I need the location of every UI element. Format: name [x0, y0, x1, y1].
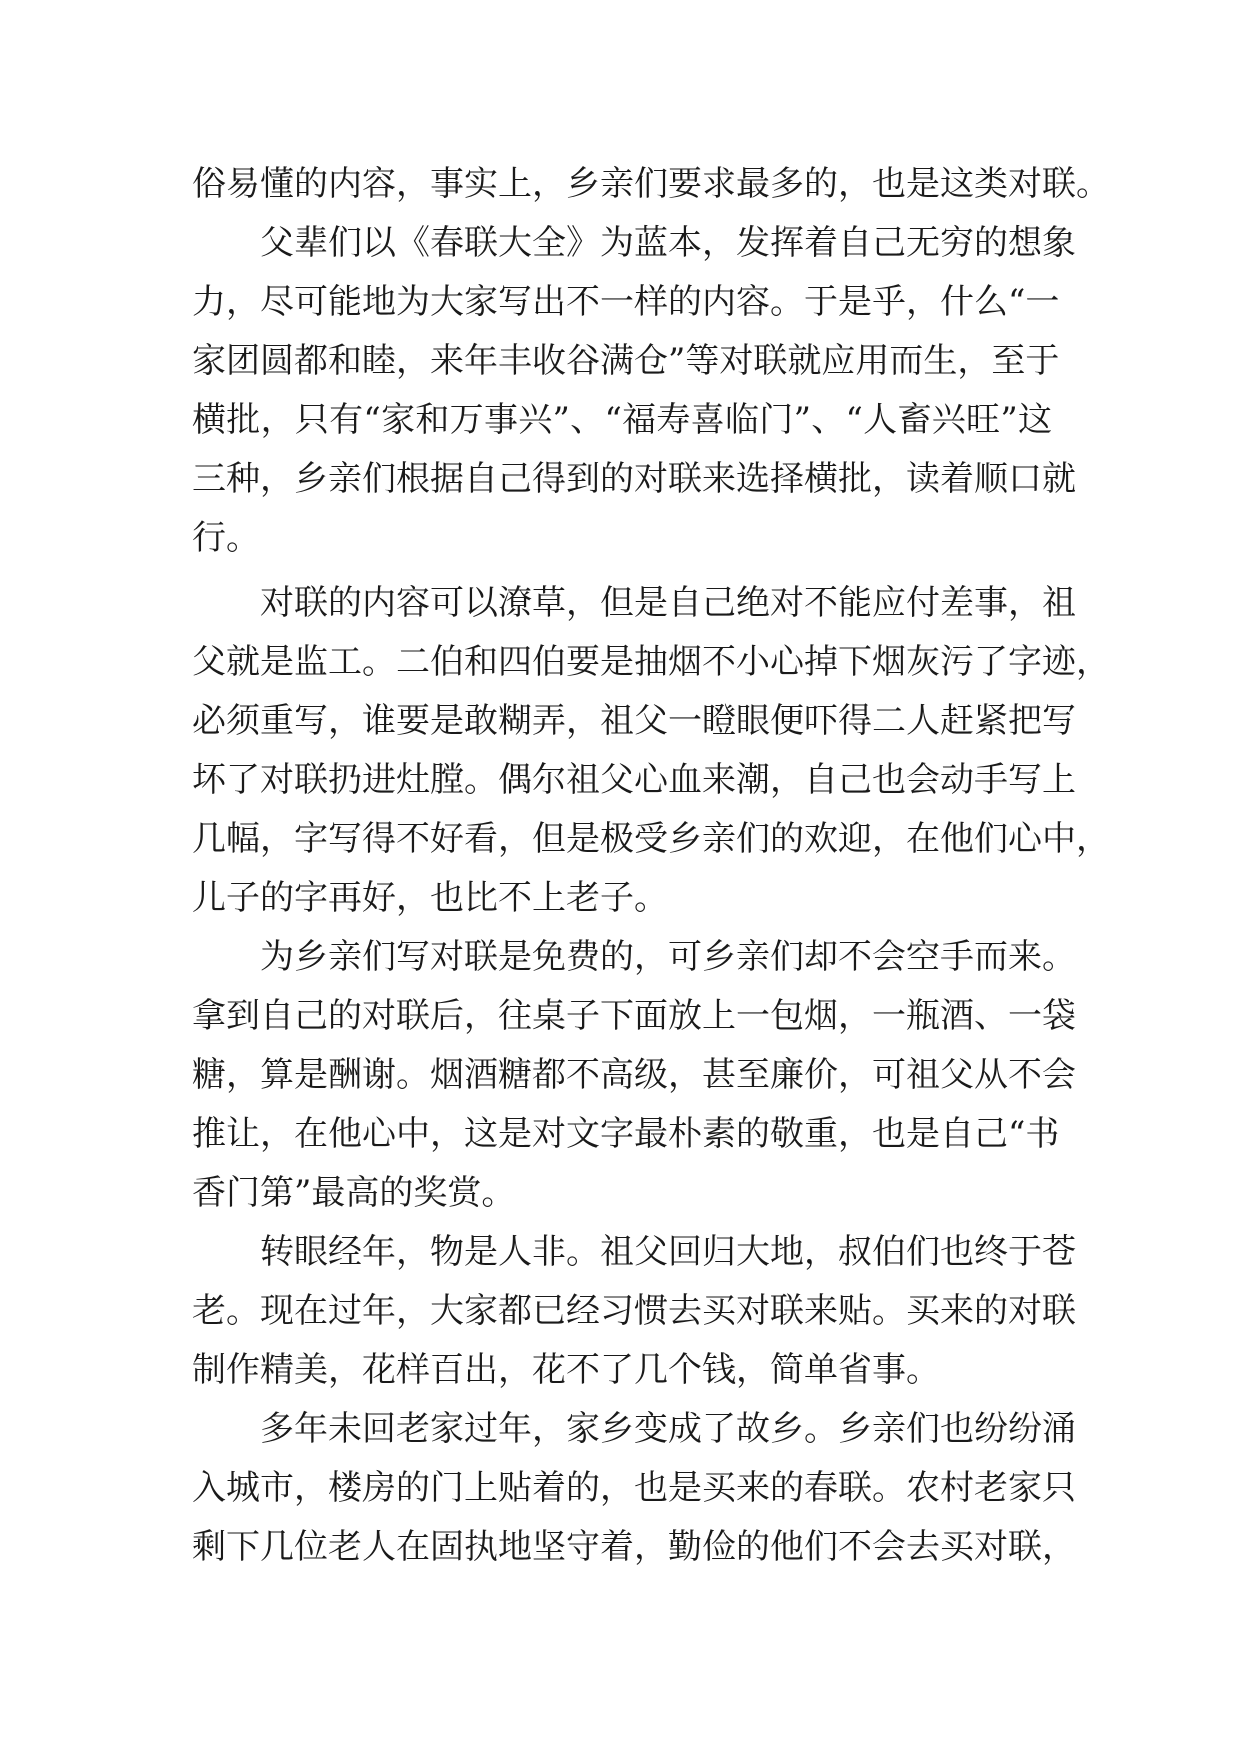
text-line: 剩下几位老人在固执地坚守着，勤俭的他们不会去买对联，: [192, 1527, 1076, 1567]
text-line: 俗易懂的内容，事实上，乡亲们要求最多的，也是这类对联。: [192, 164, 1110, 204]
text-line: 对联的内容可以潦草，但是自己绝对不能应付差事，祖: [260, 583, 1076, 623]
text-line: 拿到自己的对联后，往桌子下面放上一包烟，一瓶酒、一袋: [192, 996, 1076, 1036]
text-line: 坏了对联扔进灶膛。偶尔祖父心血来潮，自己也会动手写上: [192, 760, 1076, 800]
text-line: 推让，在他心中，这是对文字最朴素的敬重，也是自己“书: [192, 1114, 1060, 1154]
text-line: 老。现在过年，大家都已经习惯去买对联来贴。买来的对联: [192, 1291, 1076, 1331]
text-line: 力，尽可能地为大家写出不一样的内容。于是乎，什么“一: [192, 282, 1060, 322]
text-line: 横批，只有“家和万事兴”、“福寿喜临门”、“人畜兴旺”这: [192, 400, 1052, 440]
text-line: 家团圆都和睦，来年丰收谷满仓”等对联就应用而生，至于: [192, 341, 1060, 381]
text-line: 香门第”最高的奖赏。: [192, 1173, 516, 1213]
text-line: 儿子的字再好，也比不上老子。: [192, 878, 668, 918]
text-line: 父辈们以《春联大全》为蓝本，发挥着自己无穷的想象: [260, 223, 1076, 263]
text-line: 转眼经年，物是人非。祖父回归大地，叔伯们也终于苍: [260, 1232, 1076, 1272]
text-line: 入城市，楼房的门上贴着的，也是买来的春联。农村老家只: [192, 1468, 1076, 1508]
text-line: 行。: [192, 518, 260, 558]
text-line: 多年未回老家过年，家乡变成了故乡。乡亲们也纷纷涌: [260, 1409, 1076, 1449]
text-line: 三种，乡亲们根据自己得到的对联来选择横批，读着顺口就: [192, 459, 1076, 499]
text-line: 制作精美，花样百出，花不了几个钱，简单省事。: [192, 1350, 940, 1390]
text-line: 父就是监工。二伯和四伯要是抽烟不小心掉下烟灰污了字迹，: [192, 642, 1110, 682]
text-line: 必须重写，谁要是敢糊弄，祖父一瞪眼便吓得二人赶紧把写: [192, 701, 1076, 741]
text-line: 糖，算是酬谢。烟酒糖都不高级，甚至廉价，可祖父从不会: [192, 1055, 1076, 1095]
document-body: [192, 155, 1110, 1577]
text-line: 几幅，字写得不好看，但是极受乡亲们的欢迎，在他们心中，: [192, 819, 1110, 859]
text-line: 为乡亲们写对联是免费的，可乡亲们却不会空手而来。: [260, 937, 1076, 977]
